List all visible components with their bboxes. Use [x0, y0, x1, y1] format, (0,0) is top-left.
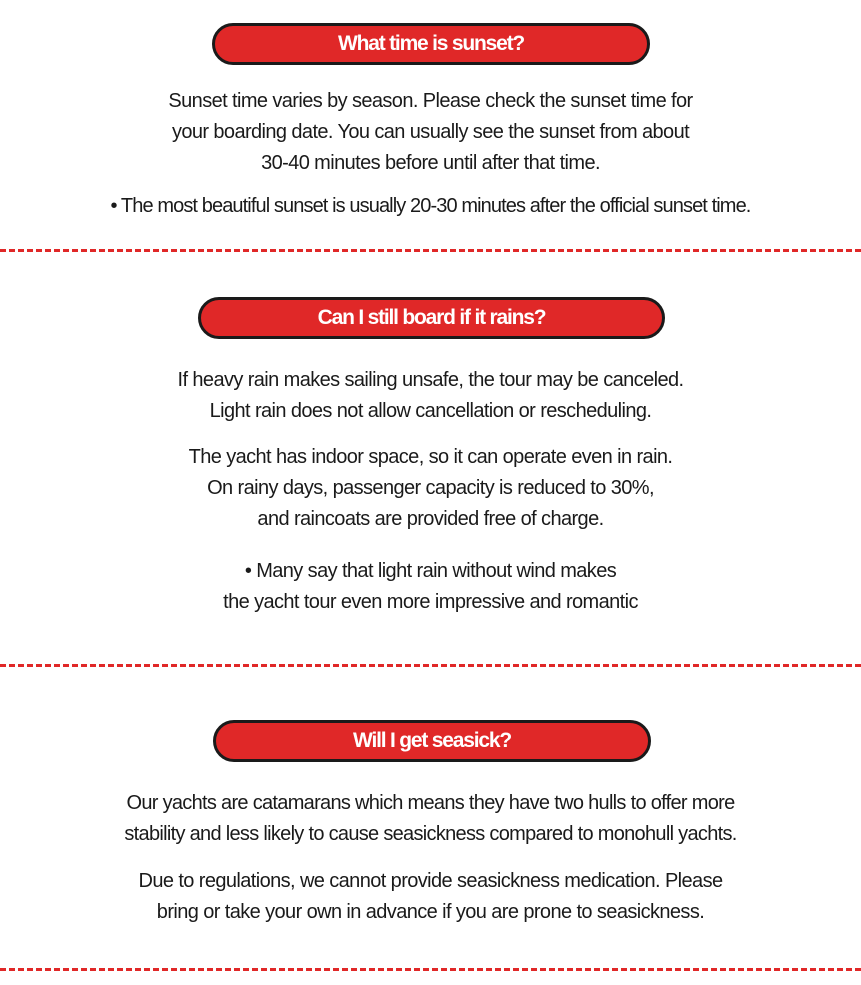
answer-line: the yacht tour even more impressive and romantic [223, 591, 638, 613]
answer-line: Light rain does not allow cancellation or rescheduling. [209, 400, 652, 422]
faq-answer-tip [0, 556, 861, 618]
faq-answer-paragraph [0, 442, 861, 535]
answer-line: The yacht has indoor space, so it can operate even in rain. [188, 446, 673, 468]
faq-answer-paragraph [0, 866, 861, 928]
faq-answer-paragraph [0, 788, 861, 850]
answer-line: 30-40 minutes before until after that time. [261, 152, 600, 174]
faq-question-badge: What time is sunset? [212, 23, 650, 65]
faq-question-badge: Can I still board if it rains? [198, 297, 665, 339]
answer-line: If heavy rain makes sailing unsafe, the tour may be canceled. [177, 369, 684, 391]
faq-answer-tip [0, 191, 861, 222]
answer-line: • Many say that light rain without wind makes [244, 560, 617, 582]
answer-line: Due to regulations, we cannot provide seasickness medication. Please [138, 870, 723, 892]
faq-question-badge: Will I get seasick? [213, 720, 651, 762]
answer-line: your boarding date. You can usually see the sunset from about [171, 121, 690, 143]
answer-line: Sunset time varies by season. Please check the sunset time for [168, 90, 693, 112]
faq-answer-paragraph [0, 86, 861, 179]
faq-answer-paragraph [0, 365, 861, 427]
answer-line: stability and less likely to cause seasickness compared to monohull yachts. [124, 823, 737, 845]
answer-line: • The most beautiful sunset is usually 20-30 minutes after the official sunset time. [110, 195, 751, 217]
answer-line: and raincoats are provided free of charge. [257, 508, 604, 530]
dashed-divider [0, 664, 861, 667]
answer-line: bring or take your own in advance if you are prone to seasickness. [156, 901, 705, 923]
answer-line: Our yachts are catamarans which means they have two hulls to offer more [126, 792, 735, 814]
answer-line: On rainy days, passenger capacity is reduced to 30%, [207, 477, 654, 499]
dashed-divider [0, 249, 861, 252]
dashed-divider [0, 968, 861, 971]
